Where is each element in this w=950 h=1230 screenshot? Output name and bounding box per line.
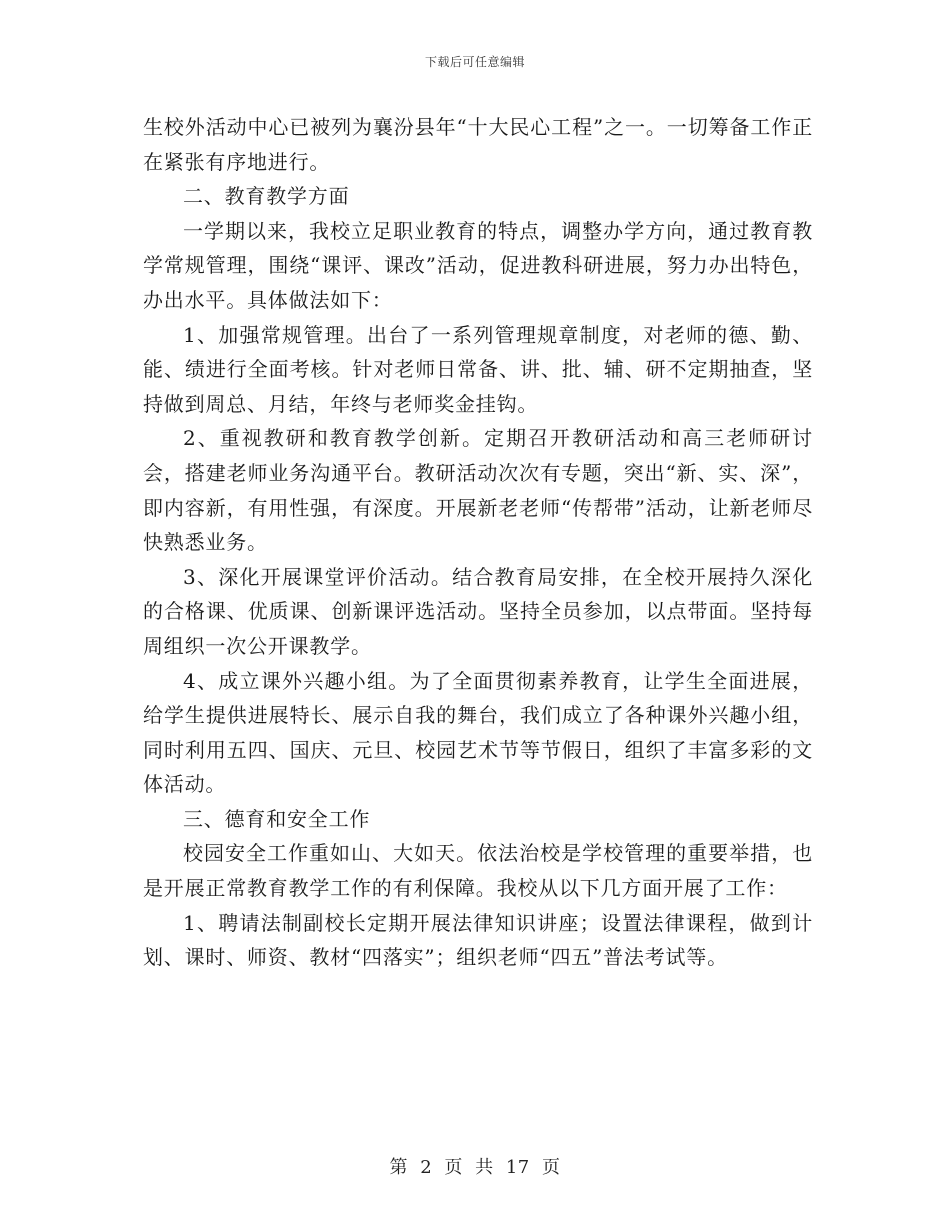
paragraph-item-2: 2、重视教研和教育教学创新。定期召开教研活动和高三老师研讨会，搭建老师业务沟通平台。教研活动次次有专题，突出“新、实、深”，即内容新，有用性强，有深度。开展新老老师“传帮带”活动，让新老师尽快熟悉业务。 xyxy=(143,426,813,555)
paragraph-item-1: 1、加强常规管理。出台了一系列管理规章制度，对老师的德、勤、能、绩进行全面考核。针对老师日常备、讲、批、辅、研不定期抽查，坚持做到周总、月结，年终与老师奖金挂钩。 xyxy=(143,322,813,416)
page-header: 下载后可任意编辑 xyxy=(424,55,525,69)
section-heading-teaching: 二、教育教学方面 xyxy=(183,184,350,209)
paragraph-safety-intro: 校园安全工作重如山、大如天。依法治校是学校管理的重要举措，也是开展正常教育教学工作的有利保障。我校从以下几方面开展了工作： xyxy=(143,841,813,901)
document-body xyxy=(143,110,813,975)
paragraph-item-3: 3、深化开展课堂评价活动。结合教育局安排，在全校开展持久深化的合格课、优质课、创新课评选活动。坚持全员参加，以点带面。坚持每周组织一次公开课教学。 xyxy=(143,564,813,658)
paragraph-item-4: 4、成立课外兴趣小组。为了全面贯彻素养教育，让学生全面进展，给学生提供进展特长、展示自我的舞台，我们成立了各种课外兴趣小组，同时利用五四、国庆、元旦、校园艺术节等节假日，组织了丰富多彩的文体活动。 xyxy=(143,668,813,797)
paragraph-teaching-intro: 一学期以来，我校立足职业教育的特点，调整办学方向，通过教育教学常规管理，围绕“课评、课改”活动，促进教科研进展，努力办出特色，办出水平。具体做法如下： xyxy=(143,218,813,312)
page-footer: 第 2 页 共 17 页 xyxy=(389,1157,561,1178)
section-heading-moral-safety: 三、德育和安全工作 xyxy=(183,806,371,831)
paragraph-safety-item-1: 1、聘请法制副校长定期开展法律知识讲座；设置法律课程，做到计划、课时、师资、教材“四落实”；组织老师“四五”普法考试等。 xyxy=(143,910,813,970)
paragraph-1: 生校外活动中心已被列为襄汾县年“十大民心工程”之一。一切筹备工作正在紧张有序地进行。 xyxy=(143,115,813,174)
